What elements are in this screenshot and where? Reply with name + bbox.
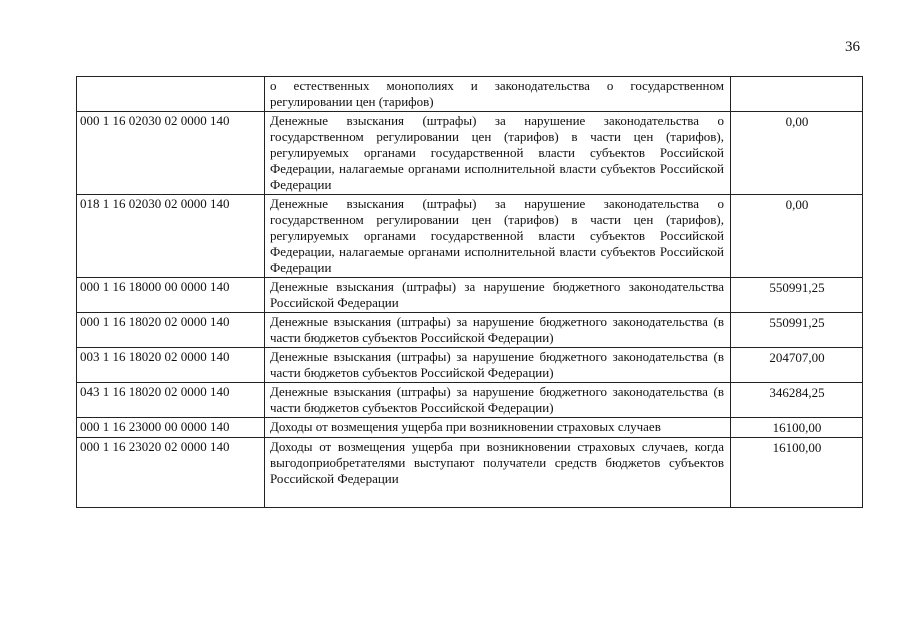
table-row [77, 278, 863, 313]
revenue-description-cell: Денежные взыскания (штрафы) за нарушение законодательства о государственном регулировании цен (тарифов) в части цен (тарифов), регулируемых органами государственной власти субъектов Российской Федерации, налагаемые органами исполнительной власти субъектов Российской Федерации [265, 112, 731, 195]
revenue-description-cell: Денежные взыскания (штрафы) за нарушение законодательства о государственном регулировании цен (тарифов) в части цен (тарифов), регулируемых органами государственной власти субъектов Российской Федерации, налагаемые органами исполнительной власти субъектов Российской Федерации [265, 195, 731, 278]
revenue-code-cell: 000 1 16 18020 02 0000 140 [77, 313, 265, 348]
revenue-code-cell [77, 77, 265, 112]
revenue-amount-cell: 204707,00 [731, 348, 863, 383]
revenue-description-cell: Доходы от возмещения ущерба при возникновении страховых случаев, когда выгодоприобретателями выступают получатели средств бюджетов субъектов Российской Федерации [265, 438, 731, 508]
table-row [77, 348, 863, 383]
revenue-amount-cell: 16100,00 [731, 438, 863, 508]
revenue-description-cell: Денежные взыскания (штрафы) за нарушение бюджетного законодательства (в части бюджетов субъектов Российской Федерации) [265, 383, 731, 418]
revenue-description-cell: о естественных монополиях и законодательства о государственном регулировании цен (тарифов) [265, 77, 731, 112]
revenue-description-cell: Денежные взыскания (штрафы) за нарушение бюджетного законодательства (в части бюджетов субъектов Российской Федерации) [265, 348, 731, 383]
table-row [77, 195, 863, 278]
table-row [77, 438, 863, 508]
revenue-code-cell: 000 1 16 18000 00 0000 140 [77, 278, 265, 313]
revenue-code-cell: 043 1 16 18020 02 0000 140 [77, 383, 265, 418]
revenue-description-cell: Денежные взыскания (штрафы) за нарушение бюджетного законодательства (в части бюджетов субъектов Российской Федерации) [265, 313, 731, 348]
revenue-description-cell: Денежные взыскания (штрафы) за нарушение бюджетного законодательства Российской Федерации [265, 278, 731, 313]
revenue-amount-cell: 16100,00 [731, 418, 863, 438]
table-row [77, 112, 863, 195]
revenue-code-cell: 003 1 16 18020 02 0000 140 [77, 348, 265, 383]
revenue-code-cell: 018 1 16 02030 02 0000 140 [77, 195, 265, 278]
table-row-continuation [77, 77, 863, 112]
revenue-amount-cell: 0,00 [731, 195, 863, 278]
revenue-amount-cell [731, 77, 863, 112]
budget-revenue-table [76, 76, 863, 508]
revenue-amount-cell: 346284,25 [731, 383, 863, 418]
revenue-code-cell: 000 1 16 23020 02 0000 140 [77, 438, 265, 508]
revenue-amount-cell: 0,00 [731, 112, 863, 195]
revenue-description-cell: Доходы от возмещения ущерба при возникновении страховых случаев [265, 418, 731, 438]
page-number: 36 [845, 39, 860, 55]
revenue-code-cell: 000 1 16 02030 02 0000 140 [77, 112, 265, 195]
table-row [77, 313, 863, 348]
table-row [77, 383, 863, 418]
revenue-amount-cell: 550991,25 [731, 278, 863, 313]
revenue-amount-cell: 550991,25 [731, 313, 863, 348]
revenue-code-cell: 000 1 16 23000 00 0000 140 [77, 418, 265, 438]
table-row [77, 418, 863, 438]
